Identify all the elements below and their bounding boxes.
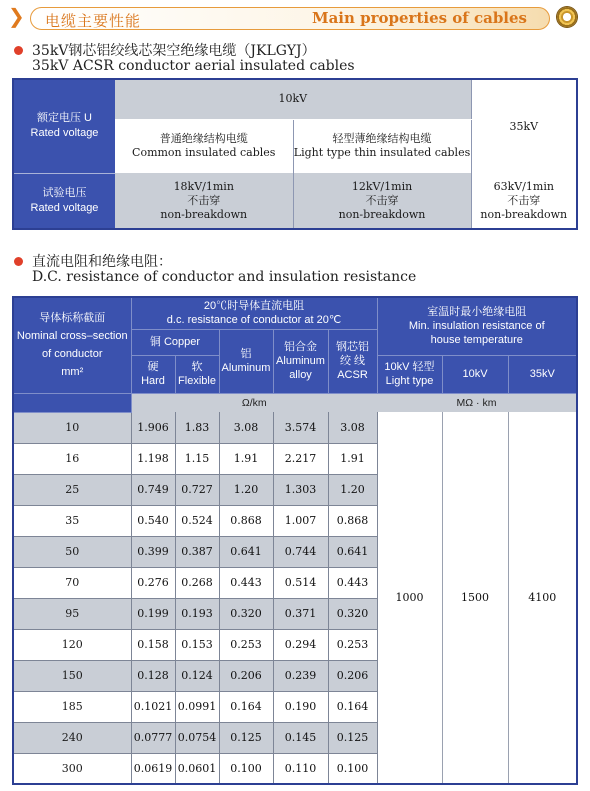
resistance-acsr-cell: 3.08 (328, 412, 377, 443)
resistance-flex-cell: 0.0754 (175, 722, 219, 753)
col-common-cables: 普通绝缘结构电缆 Common insulated cables (115, 119, 293, 173)
resistance-alloy-cell: 1.007 (273, 505, 328, 536)
aluminum-header: 铝 Aluminum (219, 329, 273, 393)
test-35kv-value: 63kV/1min 不击穿 non-breakdown (471, 173, 577, 229)
resistance-al-cell: 0.100 (219, 753, 273, 784)
resistance-al-cell: 1.91 (219, 443, 273, 474)
size-cell: 150 (13, 660, 131, 691)
header-banner (0, 0, 590, 40)
resistance-al-cell: 0.320 (219, 598, 273, 629)
resistance-flex-cell: 0.524 (175, 505, 219, 536)
resistance-al-cell: 0.164 (219, 691, 273, 722)
size-cell: 50 (13, 536, 131, 567)
resistance-alloy-cell: 0.514 (273, 567, 328, 598)
resistance-hard-cell: 0.276 (131, 567, 175, 598)
group-10kv: 10kV (115, 79, 471, 119)
resistance-flex-cell: 0.153 (175, 629, 219, 660)
size-cell: 35 (13, 505, 131, 536)
test-light-value: 12kV/1min 不击穿 non-breakdown (293, 173, 471, 229)
resistance-hard-cell: 0.0777 (131, 722, 175, 753)
resistance-al-cell: 3.08 (219, 412, 273, 443)
resistance-acsr-cell: 0.641 (328, 536, 377, 567)
resistance-alloy-cell: 0.744 (273, 536, 328, 567)
bullet-icon (14, 46, 23, 55)
resistance-alloy-cell: 0.294 (273, 629, 328, 660)
alloy-header: 铝合金 Aluminum alloy (273, 329, 328, 393)
size-cell: 120 (13, 629, 131, 660)
resistance-hard-cell: 1.906 (131, 412, 175, 443)
rated-voltage-table (12, 78, 578, 230)
resistance-acsr-cell: 0.868 (328, 505, 377, 536)
resistance-alloy-cell: 0.190 (273, 691, 328, 722)
resistance-table (12, 296, 578, 785)
resistance-flex-cell: 0.268 (175, 567, 219, 598)
rated-voltage-label: 额定电压 U Rated voltage (13, 79, 115, 173)
ir-unit: MΩ · km (377, 393, 577, 412)
flexible-header: 软 Flexible (175, 355, 219, 393)
resistance-hard-cell: 0.199 (131, 598, 175, 629)
section1-title-cn: 35kV钢芯铝绞线芯架空绝缘电缆（JKLGYJ） (32, 43, 316, 59)
size-cell: 70 (13, 567, 131, 598)
resistance-acsr-cell: 0.206 (328, 660, 377, 691)
resistance-hard-cell: 0.749 (131, 474, 175, 505)
test-common-value: 18kV/1min 不击穿 non-breakdown (115, 173, 293, 229)
resistance-alloy-cell: 1.303 (273, 474, 328, 505)
resistance-acsr-cell: 1.91 (328, 443, 377, 474)
resistance-hard-cell: 0.399 (131, 536, 175, 567)
insulation-value-2: 1500 (442, 412, 508, 784)
resistance-hard-cell: 1.198 (131, 443, 175, 474)
size-cell: 300 (13, 753, 131, 784)
resistance-flex-cell: 0.124 (175, 660, 219, 691)
resistance-acsr-cell: 0.320 (328, 598, 377, 629)
title-en: Main properties of cables (311, 9, 527, 27)
col-light-cables: 轻型薄绝缘结构电缆 Light type thin insulated cables (293, 119, 471, 173)
resistance-al-cell: 0.868 (219, 505, 273, 536)
resistance-acsr-cell: 0.443 (328, 567, 377, 598)
resistance-al-cell: 0.206 (219, 660, 273, 691)
ir-10kv-header: 10kV (442, 355, 508, 393)
chevron-right-icon: ❯ (8, 4, 25, 28)
resistance-flex-cell: 0.193 (175, 598, 219, 629)
title-cn: 电缆主要性能 (45, 12, 142, 30)
size-cell: 10 (13, 412, 131, 443)
size-unit-spacer (13, 393, 131, 412)
resistance-al-cell: 0.641 (219, 536, 273, 567)
dc-unit: Ω/km (131, 393, 377, 412)
title-pill (30, 7, 550, 30)
size-cell: 95 (13, 598, 131, 629)
insulation-resistance-header: 室温时最小绝缘电阻 Min. insulation resistance of house temperature (377, 297, 577, 355)
size-cell: 16 (13, 443, 131, 474)
test-voltage-label: 试验电压 Rated voltage (13, 173, 115, 229)
resistance-acsr-cell: 0.100 (328, 753, 377, 784)
resistance-alloy-cell: 0.110 (273, 753, 328, 784)
section2-title-cn: 直流电阻和绝缘电阻： (32, 254, 172, 270)
resistance-acsr-cell: 0.164 (328, 691, 377, 722)
resistance-flex-cell: 0.727 (175, 474, 219, 505)
hard-header: 硬 Hard (131, 355, 175, 393)
table-row (13, 412, 577, 443)
section1-title-en: 35kV ACSR conductor aerial insulated cables (32, 58, 355, 74)
resistance-hard-cell: 0.1021 (131, 691, 175, 722)
resistance-hard-cell: 0.158 (131, 629, 175, 660)
resistance-al-cell: 0.443 (219, 567, 273, 598)
resistance-acsr-cell: 1.20 (328, 474, 377, 505)
section2-title-en: D.C. resistance of conductor and insulation resistance (32, 269, 417, 285)
resistance-flex-cell: 0.387 (175, 536, 219, 567)
col-35kv: 35kV (471, 79, 577, 173)
resistance-flex-cell: 1.15 (175, 443, 219, 474)
size-header: 导体标称截面 Nominal cross–section of conductor mm² (13, 297, 131, 393)
acsr-header: 钢芯铝 绞 线 ACSR (328, 329, 377, 393)
resistance-rows (13, 412, 577, 784)
resistance-hard-cell: 0.540 (131, 505, 175, 536)
resistance-hard-cell: 0.0619 (131, 753, 175, 784)
ir-35kv-header: 35kV (508, 355, 577, 393)
resistance-al-cell: 0.125 (219, 722, 273, 753)
resistance-acsr-cell: 0.125 (328, 722, 377, 753)
insulation-value-1: 1000 (377, 412, 442, 784)
resistance-flex-cell: 0.0601 (175, 753, 219, 784)
resistance-alloy-cell: 0.145 (273, 722, 328, 753)
size-cell: 25 (13, 474, 131, 505)
resistance-al-cell: 0.253 (219, 629, 273, 660)
resistance-alloy-cell: 3.574 (273, 412, 328, 443)
resistance-acsr-cell: 0.253 (328, 629, 377, 660)
insulation-value-3: 4100 (508, 412, 577, 784)
resistance-flex-cell: 0.0991 (175, 691, 219, 722)
resistance-al-cell: 1.20 (219, 474, 273, 505)
dc-resistance-header: 20℃时导体直流电阻 d.c. resistance of conductor at 20℃ (131, 297, 377, 329)
ir-light-header: 10kV 轻型 Light type (377, 355, 442, 393)
resistance-alloy-cell: 0.239 (273, 660, 328, 691)
bullet-icon (14, 257, 23, 266)
brand-logo-icon (557, 7, 577, 27)
resistance-alloy-cell: 2.217 (273, 443, 328, 474)
resistance-flex-cell: 1.83 (175, 412, 219, 443)
copper-header: 铜 Copper (131, 329, 219, 355)
resistance-hard-cell: 0.128 (131, 660, 175, 691)
size-cell: 185 (13, 691, 131, 722)
resistance-alloy-cell: 0.371 (273, 598, 328, 629)
size-cell: 240 (13, 722, 131, 753)
